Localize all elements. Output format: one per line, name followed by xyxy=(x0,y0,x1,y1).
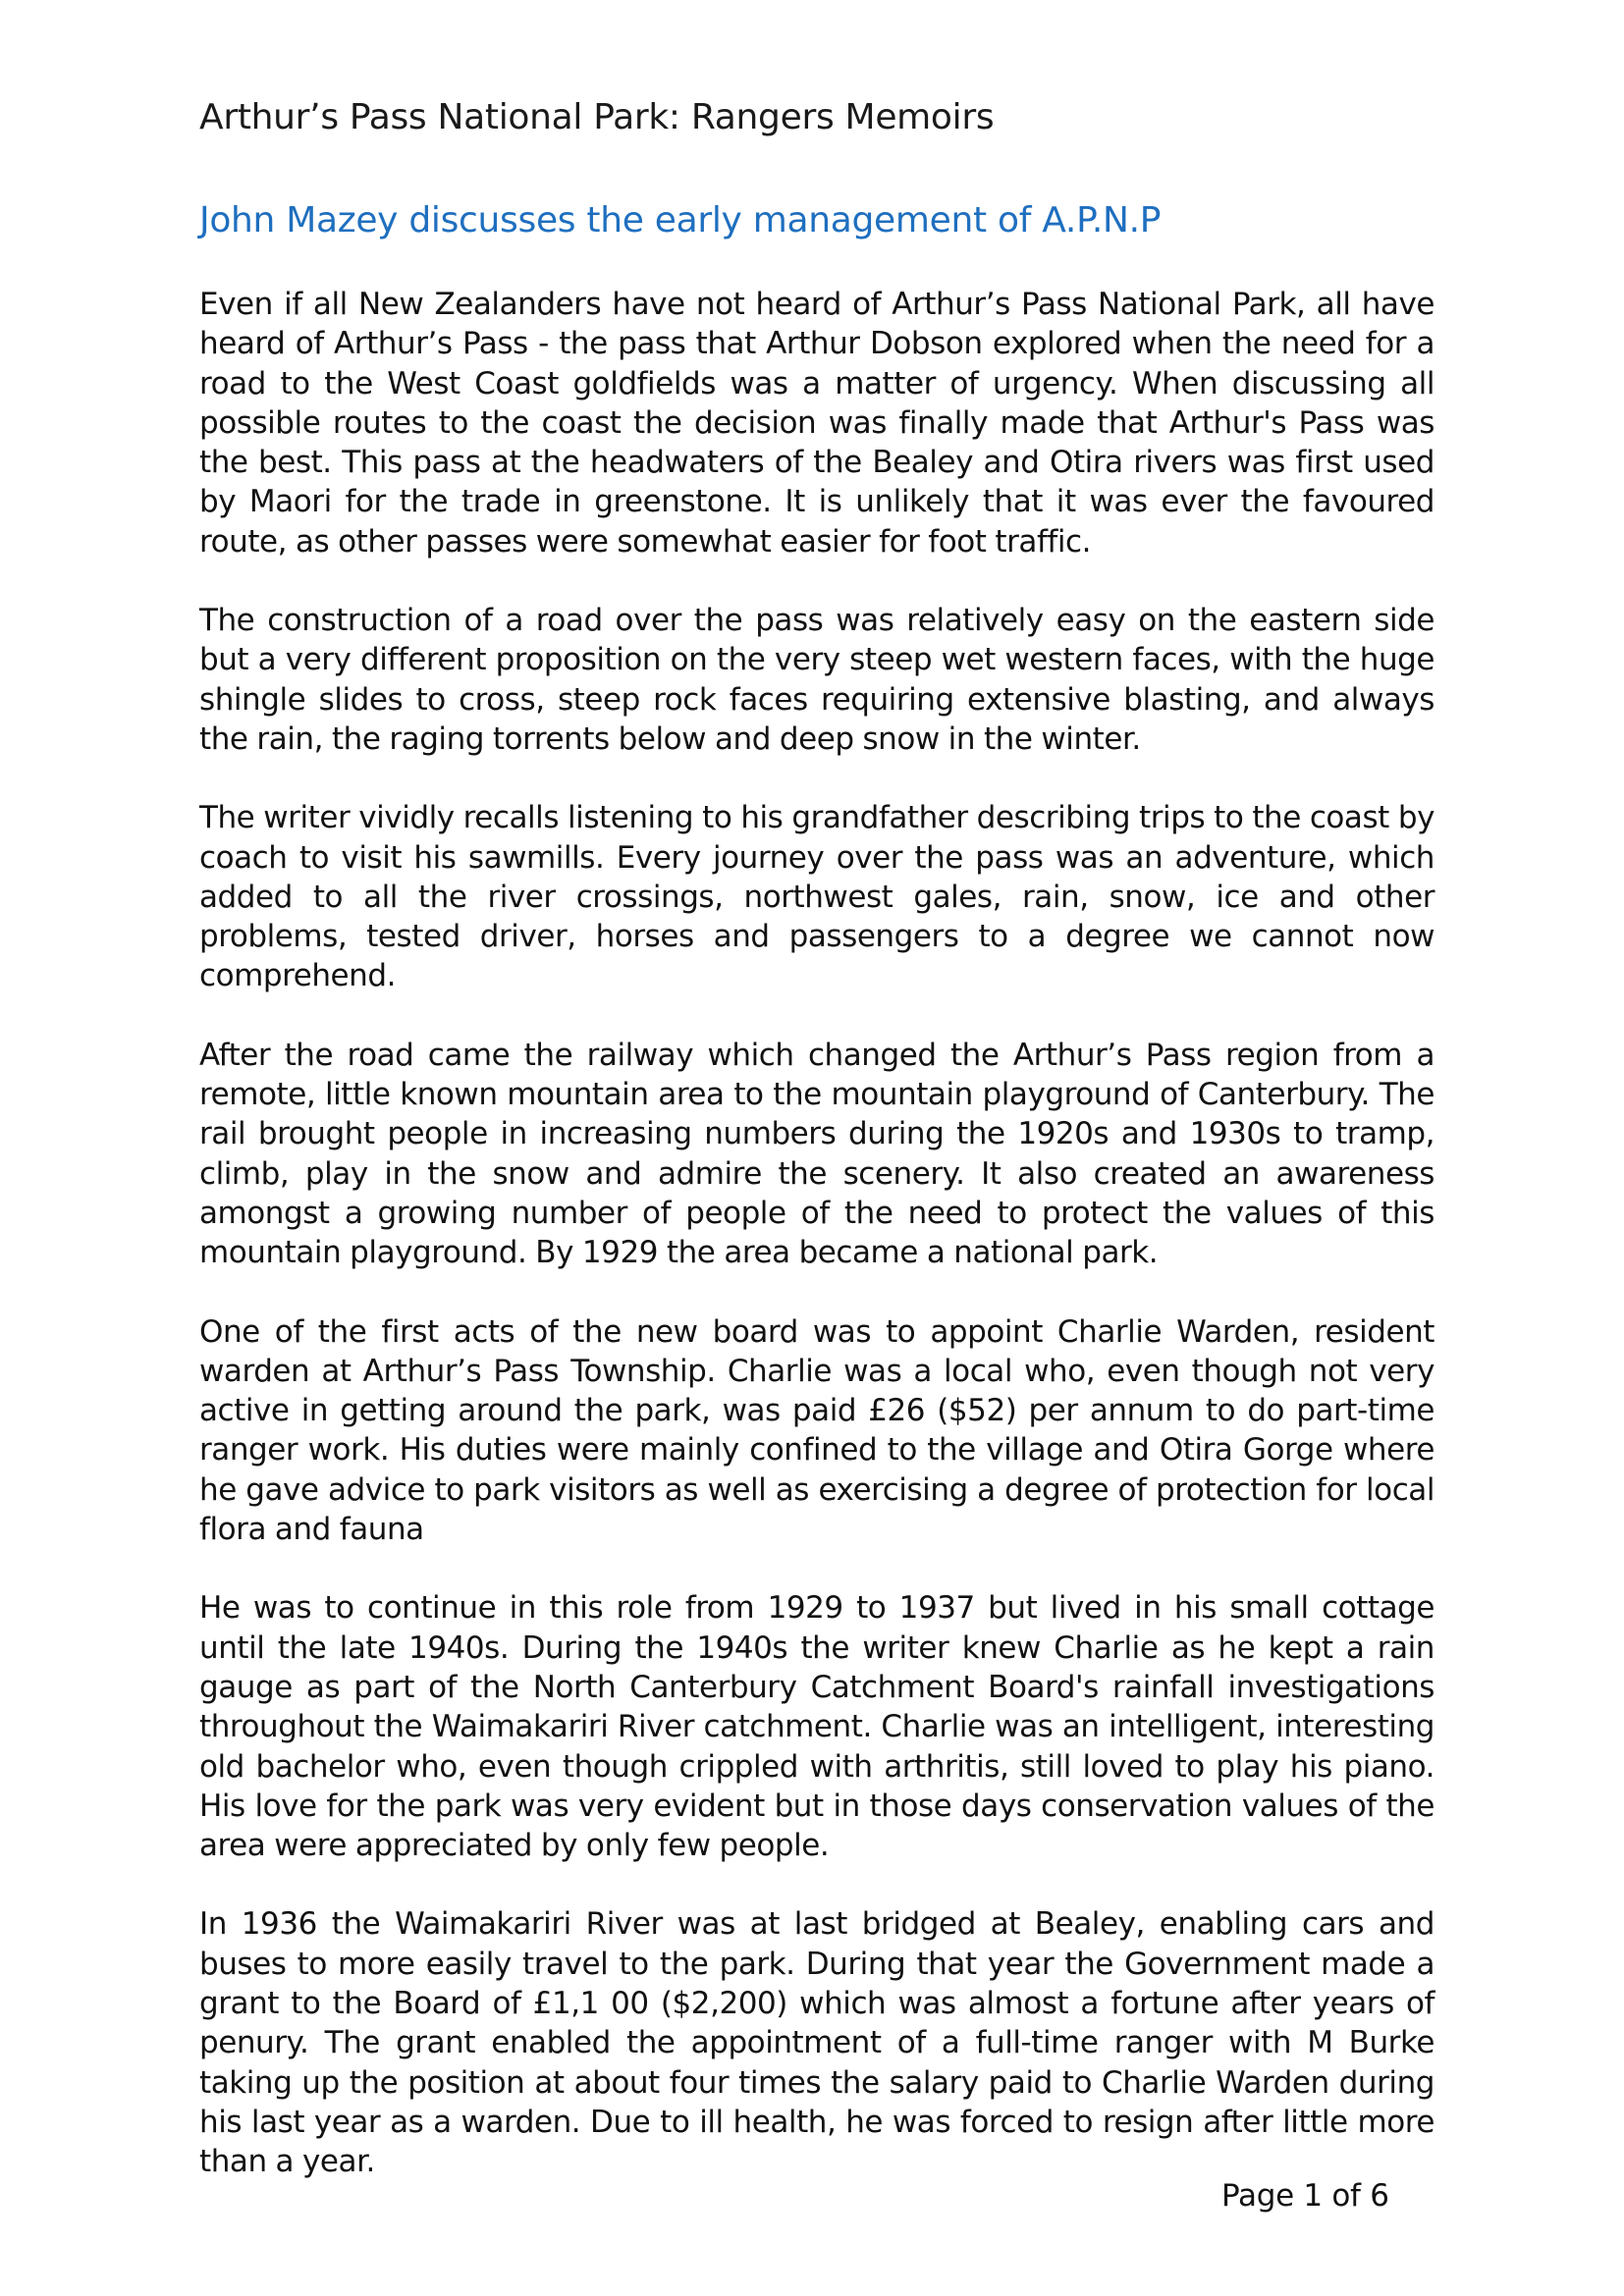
paragraph: The construction of a road over the pass was relatively easy on the eastern side but a very different proposition on the very steep wet western faces, with the huge shingle slides to cross, steep rock faces requiring extensive blasting, and always the rain, the raging torrents below and deep snow in the winter. xyxy=(199,603,1435,757)
paragraph: In 1936 the Waimakariri River was at last bridged at Bealey, enabling cars and buses to more easily travel to the park. During that year the Government made a grant to the Board of £1,1 00 ($2,200) which was almost a fortune after years of penury. The grant enabled the appointment of a full-time ranger with M Burke taking up the position at about four times the salary paid to Charlie Warden during his last year as a warden. Due to ill health, he was forced to resign after little more than a year. xyxy=(199,1906,1435,2180)
paragraph: Even if all New Zealanders have not heard of Arthur’s Pass National Park, all have heard of Arthur’s Pass - the pass that Arthur Dobson explored when the need for a road to the West Coast goldfields was a matter of urgency. When discussing all possible routes to the coast the decision was finally made that Arthur's Pass was the best. This pass at the headwaters of the Bealey and Otira rivers was first used by Maori for the trade in greenstone. It is unlikely that it was ever the favoured route, as other passes were somewhat easier for foot traffic. xyxy=(199,287,1435,560)
paragraph: He was to continue in this role from 1929 to 1937 but lived in his small cottage until the late 1940s. During the 1940s the writer knew Charlie as he kept a rain gauge as part of the North Canterbury Catchment Board's rainfall investigations throughout the Waimakariri River catchment. Charlie was an intelligent, interesting old bachelor who, even though crippled with arthritis, still loved to play his piano. His love for the park was very evident but in those days conservation values of the area were appreciated by only few people. xyxy=(199,1590,1435,1864)
body-text xyxy=(199,285,1435,2220)
page-number: Page 1 of 6 xyxy=(1221,2178,1389,2214)
section-heading: John Mazey discusses the early management of A.P.N.P xyxy=(199,200,1162,240)
document-title: Arthur’s Pass National Park: Rangers Memoirs xyxy=(199,97,995,137)
paragraph: The writer vividly recalls listening to his grandfather describing trips to the coast by coach to visit his sawmills. Every journey over the pass was an adventure, which added to all the river crossings, northwest gales, rain, snow, ice and other problems, tested driver, horses and passengers to a degree we cannot now comprehend. xyxy=(199,800,1435,994)
paragraph: One of the first acts of the new board was to appoint Charlie Warden, resident warden at Arthur’s Pass Township. Charlie was a local who, even though not very active in getting around the park, was paid £26 ($52) per annum to do part-time ranger work. His duties were mainly confined to the village and Otira Gorge where he gave advice to park visitors as well as exercising a degree of protection for local flora and fauna xyxy=(199,1313,1435,1548)
paragraph: After the road came the railway which changed the Arthur’s Pass region from a remote, little known mountain area to the mountain playground of Canterbury. The rail brought people in increasing numbers during the 1920s and 1930s to tramp, climb, play in the snow and admire the scenery. It also created an awareness amongst a growing number of people of the need to protect the values of this mountain playground. By 1929 the area became a national park. xyxy=(199,1037,1435,1271)
